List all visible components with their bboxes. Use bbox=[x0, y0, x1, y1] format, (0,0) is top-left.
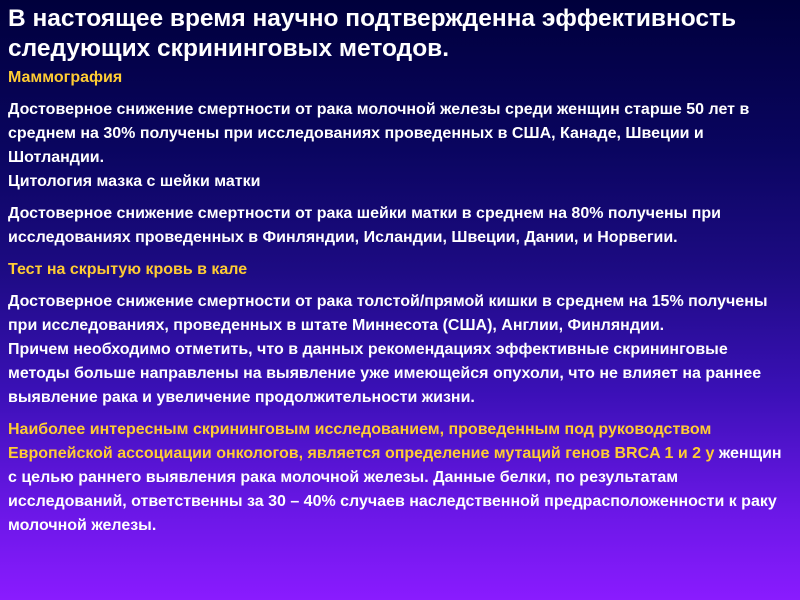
section-text-cytology: Достоверное снижение смертности от рака шейки матки в среднем на 80% получены при исследованиях проведенных в Финляндии, Исландии, Швеции, Дании, и Норвегии. bbox=[8, 205, 722, 246]
final-paragraph-rest: женщин с целью раннего выявления рака молочной железы. Данные белки, по результатам исследований, ответственны за 30 – 40% случаев наследственной предрасположенности к раку молочной железы. bbox=[8, 445, 782, 534]
section-heading-mammography: Маммография bbox=[8, 69, 123, 86]
slide-content bbox=[8, 66, 793, 546]
section-note: Причем необходимо отметить, что в данных рекомендациях эффективные скрининговые методы больше направлены на выявление уже имеющейся опухоли, что не влияет на раннее выявление рака и увеличение продолжительности жизни. bbox=[8, 341, 762, 406]
section-heading-cytology: Цитология мазка с шейки матки bbox=[8, 173, 261, 190]
section-text-occult-blood: Достоверное снижение смертности от рака толстой/прямой кишки в среднем на 15% получены при исследованиях, проведенных в штате Миннесота (США), Англии, Финляндии. bbox=[8, 293, 768, 334]
final-paragraph-highlight: Наиболее интересным скрининговым исследованием, проведенным под руководством Европейской ассоциации онкологов, является определение мутаций генов BRCA 1 и 2 у bbox=[8, 421, 719, 462]
section-heading-occult-blood: Тест на скрытую кровь в кале bbox=[8, 261, 248, 278]
slide-title: В настоящее время научно подтвержденна эффективность следующих скрининговых методов. bbox=[8, 5, 737, 62]
section-text-mammography: Достоверное снижение смертности от рака молочной железы среди женщин старше 50 лет в среднем на 30% получены при исследованиях проведенных в США, Канаде, Швеции и Шотландии. bbox=[8, 101, 750, 166]
final-paragraph bbox=[8, 418, 793, 538]
